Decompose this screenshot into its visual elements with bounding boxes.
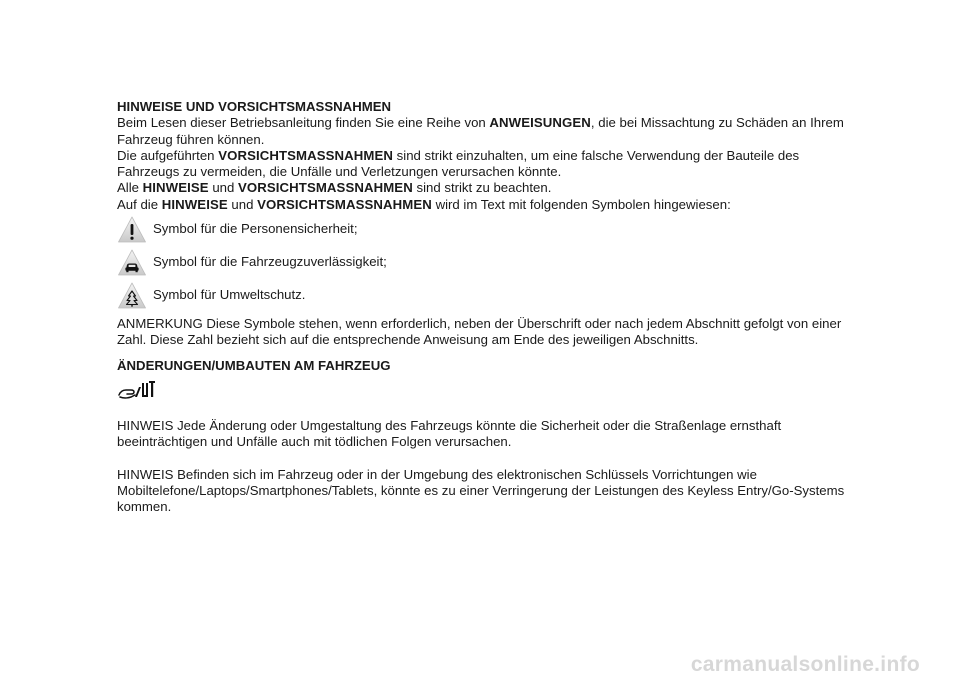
hinweis-aenderung: HINWEIS Jede Änderung oder Umgestaltung des Fahrzeugs könnte die Sicherheit oder die Straßenlage ernsthaft beeinträchtigen und Unfälle auch mit tödlichen Folgen verursachen. <box>117 417 782 450</box>
document-page <box>117 99 857 515</box>
symbol-label: Symbol für die Fahrzeugzuverlässigkeit; <box>153 254 387 270</box>
symbol-row-fahrzeug <box>117 246 857 279</box>
watermark: carmanualsonline.info <box>690 652 920 676</box>
text: Beim Lesen dieser Betriebsanleitung finden Sie eine Reihe von <box>117 115 490 131</box>
text: Alle <box>117 180 143 196</box>
section-title-hinweise: HINWEISE UND VORSICHTSMASSNAHMEN <box>117 99 392 114</box>
text: Die aufgeführten <box>117 147 219 163</box>
warning-exclamation-icon <box>117 215 147 245</box>
paragraph-anweisungen <box>117 115 857 148</box>
paragraph-symbole <box>117 197 857 213</box>
text: und <box>227 196 258 212</box>
emphasis-anweisungen: ANWEISUNGEN <box>489 115 591 131</box>
text: und <box>208 180 239 196</box>
text: wird im Text mit folgenden Symbolen hingewiesen: <box>431 196 731 212</box>
symbol-row-personensicherheit <box>117 213 857 246</box>
emphasis-vorsicht: VORSICHTSMASSNAHMEN <box>238 180 413 196</box>
warning-tree-icon <box>117 281 147 311</box>
hand-wrench-icon <box>117 379 157 401</box>
emphasis-vorsicht: VORSICHTSMASSNAHMEN <box>218 147 393 163</box>
note-anmerkung: ANMERKUNG Diese Symbole stehen, wenn erforderlich, neben der Überschrift oder nach jedem Abschnitt gefolgt von einer Zahl. Diese Zahl bezieht sich auf die entsprechende Anweisung am Ende des jeweiligen Abschnitts. <box>117 316 842 348</box>
text: sind strikt zu beachten. <box>412 180 552 196</box>
emphasis-vorsicht: VORSICHTSMASSNAHMEN <box>257 196 432 212</box>
hinweis-keyless: HINWEIS Befinden sich im Fahrzeug oder in der Umgebung des elektronischen Schlüssels Vorrichtungen wie Mobiltelefone/Laptops/Smartphones/Tablets, könnte es zu einer Verringerung der Leistungen des Keyless Entry/Go-Systems kommen. <box>117 466 845 515</box>
emphasis-hinweise: HINWEISE <box>142 180 209 196</box>
section-title-aenderungen: ÄNDERUNGEN/UMBAUTEN AM FAHRZEUG <box>117 357 391 373</box>
paragraph-vorsicht <box>117 148 857 181</box>
emphasis-hinweise: HINWEISE <box>161 196 228 212</box>
symbol-label: Symbol für die Personensicherheit; <box>153 221 358 237</box>
text: , die bei Missachtung zu Schäden an Ihrem Fahrzeug führen können. <box>117 115 844 147</box>
symbol-label: Symbol für Umweltschutz. <box>153 287 306 303</box>
paragraph-alle <box>117 180 857 196</box>
hand-wrench-row <box>117 378 857 402</box>
symbol-row-umwelt <box>117 279 857 312</box>
text: Auf die <box>117 196 162 212</box>
warning-car-icon <box>117 248 147 278</box>
text: sind strikt einzuhalten, um eine falsche Verwendung der Bauteile des Fahrzeugs zu vermeiden, die Unfälle und Verletzungen verursachen könnte. <box>117 147 800 180</box>
